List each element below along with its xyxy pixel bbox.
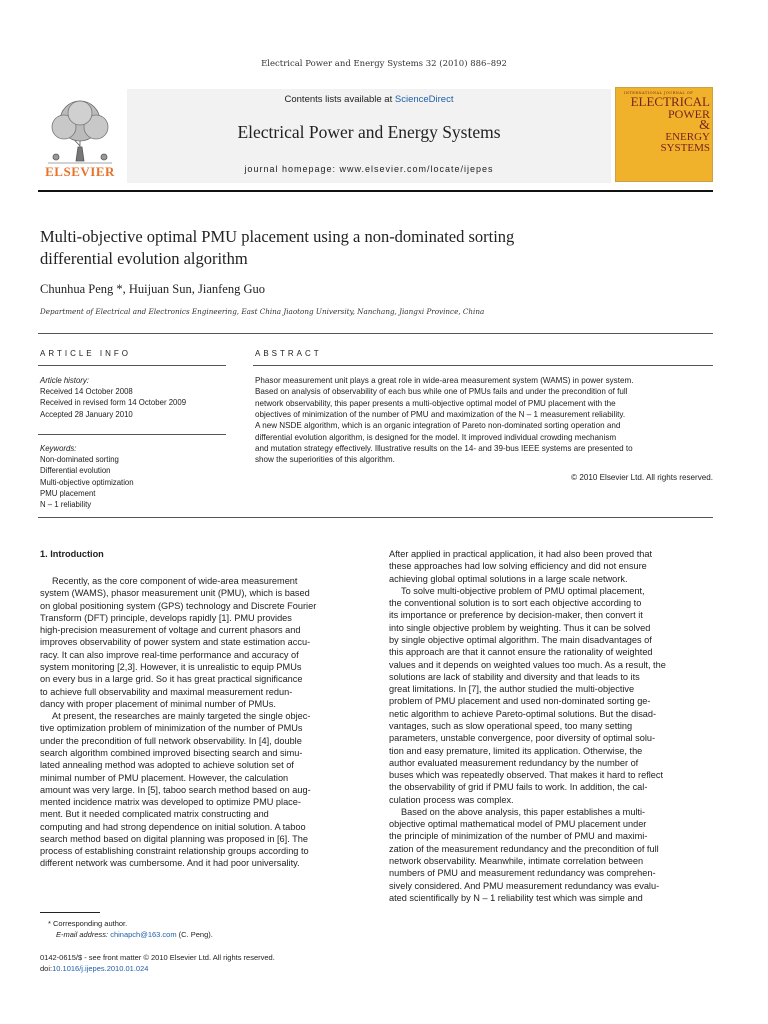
cover-title: ELECTRICAL POWER & ENERGY SYSTEMS [630, 94, 710, 154]
author-email-link[interactable]: chinapch@163.com [110, 930, 177, 939]
keyword: Differential evolution [40, 466, 111, 476]
article-history: Article history: Received 14 October 2008 Received in revised form 14 October 2009 Accepted 28 January 2010 [40, 376, 187, 419]
sciencedirect-link[interactable]: ScienceDirect [394, 94, 454, 105]
keywords-list: Keywords: Non-dominated sorting Differential evolution Multi-objective optimization PMU placement N – 1 reliability [40, 444, 134, 510]
keyword: Non-dominated sorting [40, 455, 119, 465]
cover-subtitle: INTERNATIONAL JOURNAL OF [624, 91, 694, 95]
header-rule [38, 190, 713, 192]
abstract-body: Phasor measurement unit plays a great role in wide-area measurement system (WAMS) in power system. Based on analysis of observability of each bus while one of PMUs fails and under the precondition of full network observability, this paper presents a multi-objective optimal model of PMU placement with the objectives of minimization of the number of PMU and maximization of the N – 1 measurement reliability. A new NSDE algorithm, which is an organic integration of Pareto non-dominated sorting operation and differential evolution algorithm, is designed for the model. It improved individual crowding mechanism and mutation strategy effectively. Illustrative results on the 14- and 39-bus IEEE systems are presented to show the superiorities of this algorithm. [255, 376, 634, 465]
elsevier-wordmark: ELSEVIER [45, 164, 115, 179]
abstract-copyright: © 2010 Elsevier Ltd. All rights reserved. [571, 473, 713, 482]
title-rule [38, 333, 713, 334]
footnote-issn: 0142-0615/$ - see front matter © 2010 Elsevier Ltd. All rights reserved. doi:10.1016/j.ijepes.2010.01.024 [40, 953, 275, 973]
abstract-bottom-rule [38, 517, 713, 518]
keyword: PMU placement [40, 488, 96, 498]
paper-authors: Chunhua Peng *, Huijuan Sun, Jianfeng Guo [40, 282, 265, 296]
doi-link[interactable]: 10.1016/j.ijepes.2010.01.024 [52, 964, 149, 973]
journal-citation: Electrical Power and Energy Systems 32 (2010) 886–892 [261, 59, 507, 69]
contents-prefix: Contents lists available at [284, 94, 395, 105]
keywords-rule [38, 434, 226, 435]
journal-homepage[interactable]: journal homepage: www.elsevier.com/locate/ijepes [244, 164, 494, 174]
footnote-rule [40, 912, 100, 913]
body-column-left: Recently, as the core component of wide-area measurement system (WAMS), phasor measurement unit (PMU), which is based on global positioning system (GPS) technology and Discrete Fourier Transform (DFT) principle, develops rapidly [1]. PMU provides high-precision measurement of voltage and current phasors and improves observability of power system and state estimation accu- racy. It can also improve real-time performance and accuracy of system monitoring [2,3]. However, it is unrealistic to equip PMUs on every bus in a large grid. So it has great practical significance to achieve full observability and maximal measurement redun- dancy with proper placement of minimal number of PMUs. At present, the researches are mainly targeted the single objec- tive optimization problem of minimization of the number of PMUs under the precondition of full network observability. In [4], double search algorithm combined improved bisecting search and simu- lated annealing method was adopted to achieve solution set of minimal number of PMU placement. However, the calculation amount was very large. In [5], taboo search method based on aug- mented incidence matrix was developed to optimize PMU place- ment. But it needed complicated matrix constructing and computing and had strong dependence on initial solution. A taboo search method based on digital planning was proposed in [6]. The process of establishing constraint relationship groups according to different network was cumbersome. And it had poor universality. [40, 576, 317, 869]
section-heading-introduction: 1. Introduction [40, 549, 104, 559]
contents-line [127, 94, 611, 105]
abstract-heading: ABSTRACT [255, 349, 322, 358]
body-column-right: After applied in practical application, it had also been proved that these approaches had low solving efficiency and did not ensure achieving global optimal solutions in a large scale network. To solve multi-objective problem of PMU optimal placement, the conventional solution is to sort each objective according to its importance or preference by decision-maker, then convert it into single objective problem by weighting. Thus it can be solved by single objective optimal algorithm. The main disadvantages of this approach are that it cannot ensure the rationality of weighted values and it depends on weighted values too much. As a result, the solutions are lack of stability and diversity and that leads to its great limitations. In [7], the author studied the multi-objective problem of PMU placement and used non-dominated sorting ge- netic algorithm to achieve Pareto-optimal solutions. But the disad- vantages, such as slow operational speed, too many setting parameters, unstable convergence, poor diversity of optimal solu- tion and easy premature, limited its application. Otherwise, the author evaluated measurement redundancy by the number of buses which was repeatedly observed. That makes it hard to reflect the observability of grid if PMU fails to work. In addition, the cal- culation process was complex. Based on the above analysis, this paper establishes a multi- objective optimal mathematical model of PMU placement under the principle of minimization of the number of PMU and maximi- zation of the measurement redundancy and the precondition of full network observability. Meanwhile, intimate correlation between numbers of PMU and measurement redundancy was comprehen- sively considered. And PMU measurement redundancy was evalu- ated scientifically by N – 1 reliability test which was simple and [389, 549, 666, 903]
paper-title: Multi-objective optimal PMU placement using a non-dominated sorting differential evolution algorithm [40, 227, 515, 268]
footnote-corresponding: * Corresponding author. E-mail address: chinapch@163.com (C. Peng). [48, 919, 213, 939]
journal-cover-image [615, 87, 713, 182]
keyword: Multi-objective optimization [40, 477, 134, 487]
article-info-rule [38, 365, 226, 366]
article-info-heading: ARTICLE INFO [40, 349, 131, 358]
abstract-rule [253, 365, 713, 366]
author-affiliation: Department of Electrical and Electronics Engineering, East China Jiaotong University, Nanchang, Jiangxi Province, China [40, 307, 485, 316]
keyword: N – 1 reliability [40, 500, 92, 510]
journal-title: Electrical Power and Energy Systems [237, 122, 501, 142]
